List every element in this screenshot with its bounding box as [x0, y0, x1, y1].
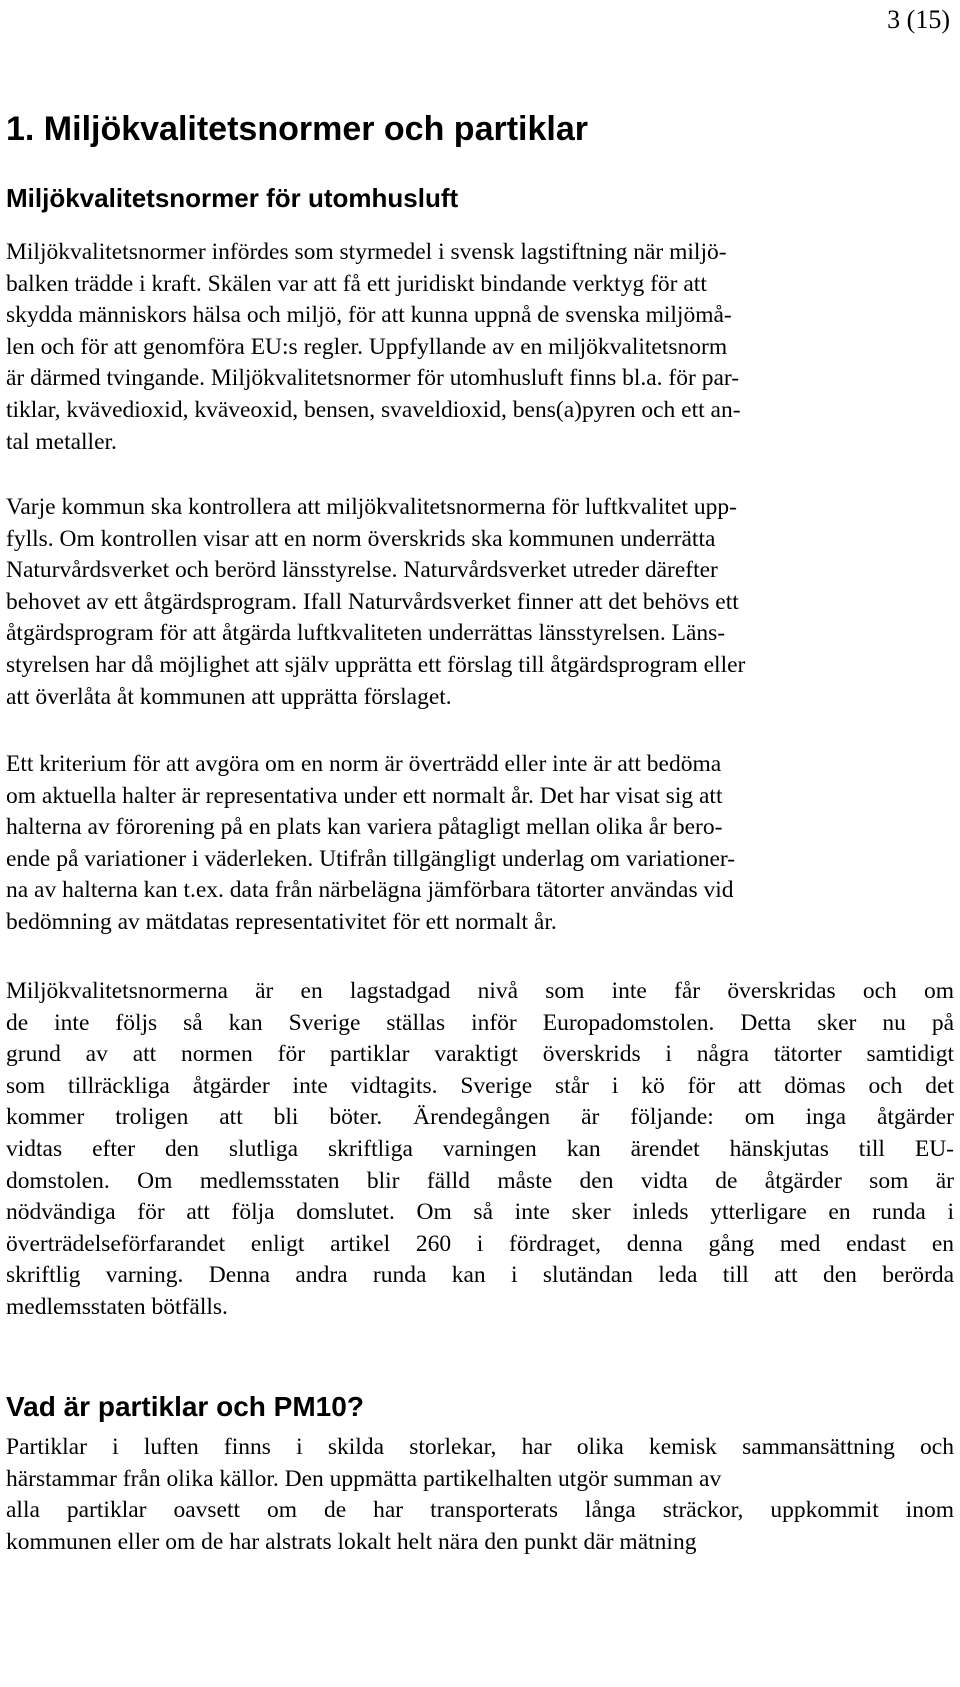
text-line: Partiklar i luften finns i skilda storlekar, har olika kemisk sammansättning och [6, 1434, 954, 1460]
text-line: len och för att genomföra EU:s regler. Uppfyllande av en miljökvalitetsnorm [6, 333, 728, 360]
text-line: kommunen eller om de har alstrats lokalt helt nära den punkt där mätning [6, 1528, 697, 1555]
paragraph-5 [6, 1432, 954, 1558]
text-line: Miljökvalitetsnormer infördes som styrmedel i svensk lagstiftning när miljö- [6, 239, 727, 265]
text-line: tiklar, kvävedioxid, kväveoxid, bensen, svaveldioxid, bens(a)pyren och ett an- [6, 396, 741, 423]
subsection-heading-pm10: Vad är partiklar och PM10? [6, 1391, 364, 1422]
text-line: domstolen. Om medlemsstaten blir fälld måste den vidta de åtgärder som är [6, 1167, 954, 1194]
paragraph-2 [6, 492, 954, 713]
text-line: bedömning av mätdatas representativitet för ett normalt år. [6, 908, 557, 935]
text-line: behovet av ett åtgärdsprogram. Ifall Naturvårdsverket finner att det behövs ett [6, 588, 739, 615]
text-line: Varje kommun ska kontrollera att miljökvalitetsnormerna för luftkvalitet upp- [6, 494, 737, 520]
text-line: balken trädde i kraft. Skälen var att få ett juridiskt bindande verktyg för att [6, 270, 707, 297]
text-line: fylls. Om kontrollen visar att en norm överskrids ska kommunen underrätta [6, 525, 716, 552]
text-line: Naturvårdsverket och berörd länsstyrelse. Naturvårdsverket utreder därefter [6, 557, 718, 584]
text-line: de inte följs så kan Sverige ställas inför Europadomstolen. Detta sker nu på [6, 1009, 954, 1036]
text-line: nödvändiga för att följa domslutet. Om så inte sker inleds ytterligare en runda i [6, 1199, 954, 1226]
paragraph-1 [6, 237, 954, 458]
text-line: ende på variationer i väderleken. Utifrån tillgängligt underlag om variationer- [6, 845, 736, 872]
text-line: om aktuella halter är representativa under ett normalt år. Det har visat sig att [6, 782, 723, 809]
paragraph-3 [6, 749, 954, 939]
text-line: vidtas efter den slutliga skriftliga varningen kan ärendet hänskjutas till EU- [6, 1135, 954, 1162]
text-line: tal metaller. [6, 428, 117, 455]
section-heading: 1. Miljökvalitetsnormer och partiklar [6, 110, 588, 148]
text-line: halterna av förorening på en plats kan variera påtagligt mellan olika år bero- [6, 814, 723, 841]
page-number: 3 (15) [887, 5, 950, 34]
text-line: härstammar från olika källor. Den uppmätta partikelhalten utgör summan av [6, 1465, 722, 1492]
text-line: na av halterna kan t.ex. data från närbelägna jämförbara tätorter användas vid [6, 877, 734, 904]
text-line: medlemsstaten bötfälls. [6, 1293, 228, 1320]
text-line: alla partiklar oavsett om de har transporterats långa sträckor, uppkommit inom [6, 1497, 954, 1524]
text-line: att överlåta åt kommunen att upprätta förslaget. [6, 683, 452, 710]
text-line: styrelsen har då möjlighet att själv upprätta ett förslag till åtgärdsprogram eller [6, 651, 746, 678]
text-line: skydda människors hälsa och miljö, för att kunna uppnå de svenska miljömå- [6, 302, 732, 329]
text-line: är därmed tvingande. Miljökvalitetsnormer för utomhusluft finns bl.a. för par- [6, 365, 740, 392]
text-line: skriftlig varning. Denna andra runda kan i slutändan leda till att den berörda [6, 1262, 954, 1289]
paragraph-4 [6, 976, 954, 1324]
text-line: överträdelseförfarandet enligt artikel 260 i fördraget, denna gång med endast en [6, 1230, 954, 1257]
text-line: grund av att normen för partiklar varaktigt överskrids i några tätorter samtidigt [6, 1041, 954, 1068]
text-line: Ett kriterium för att avgöra om en norm är överträdd eller inte är att bedöma [6, 751, 722, 777]
text-line: kommer troligen att bli böter. Ärendegången är följande: om inga åtgärder [6, 1104, 954, 1131]
text-line: som tillräckliga åtgärder inte vidtagits. Sverige står i kö för att dömas och det [6, 1072, 954, 1099]
subsection-heading: Miljökvalitetsnormer för utomhusluft [6, 183, 459, 213]
text-line: åtgärdsprogram för att åtgärda luftkvaliteten underrättas länsstyrelsen. Läns- [6, 620, 726, 647]
text-line: Miljökvalitetsnormerna är en lagstadgad nivå som inte får överskridas och om [6, 978, 954, 1004]
